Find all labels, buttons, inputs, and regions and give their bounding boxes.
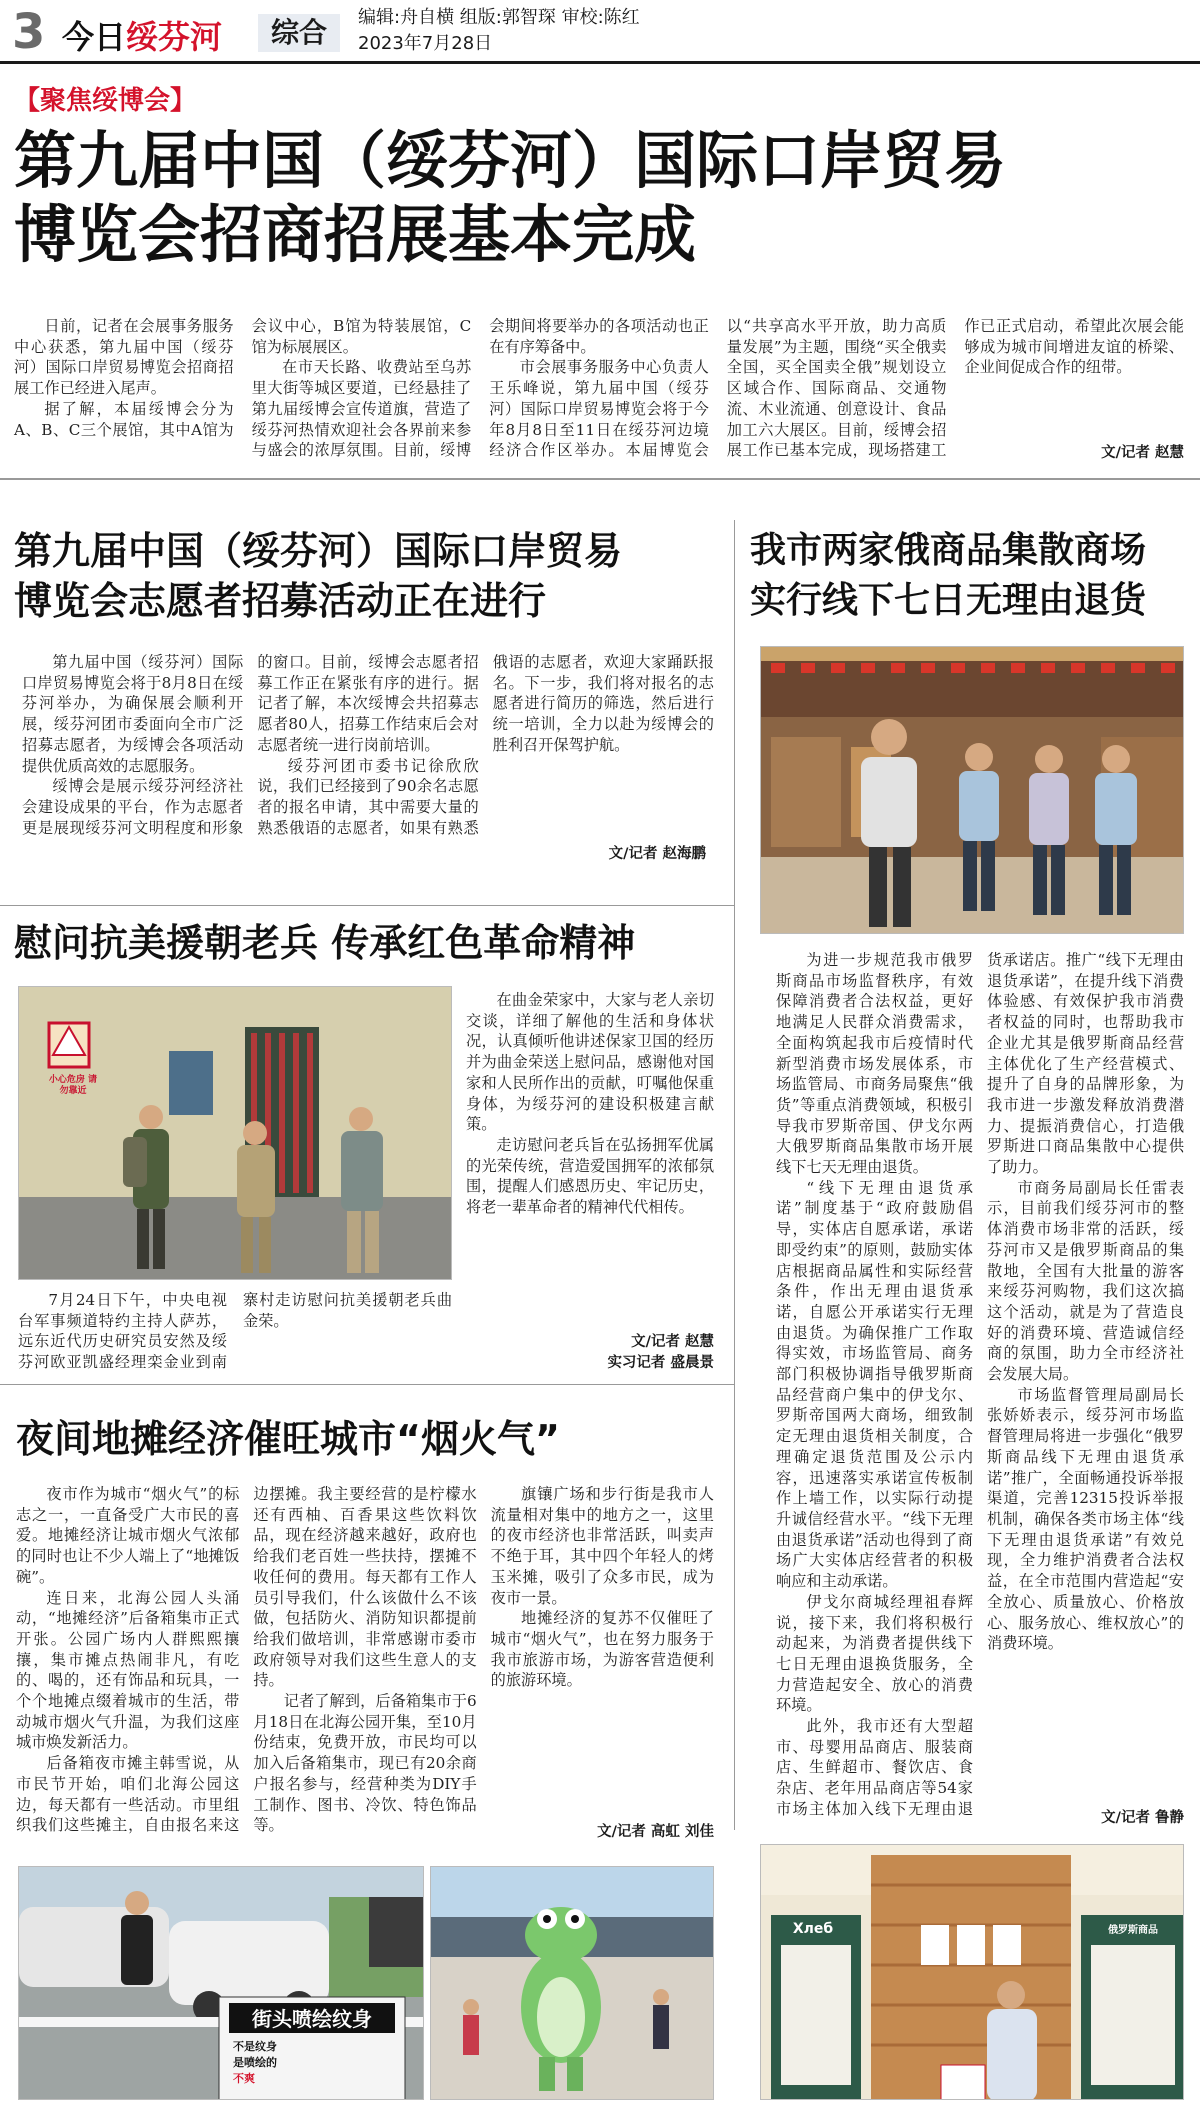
article2-paragraph: 绥芬河团市委书记徐欣欣说，我们已经接到了90余名志愿者的报名申请，其中需要大量的熟悉俄语的志愿者，如果有熟悉俄语的志愿者，欢迎大家踊跃报名。下一步，我们将对报名的志愿者进行简历的筛选，然后进行统一培训，全力以赴为绥博会的胜利召开保驾护航。 [257,653,714,837]
article4-paragraph: 在曲金荣家中，大家与老人亲切交谈，详细了解他的生活和身体状况，认真倾听他讲述保家卫国的经历并为曲金荣送上慰问品，感谢他对国家和人民所作出的贡献，叮嘱他保重身体，为绥芬河的建设积极建言献策。 [466,991,714,1134]
article1-paragraph: 日前，记者在会展事务服务中心获悉，第九届中国（绥芬河）国际口岸贸易博览会招商招展工作已经进入尾声。 [14,317,234,398]
article4-byline2: 实习记者 盛晨景 [607,1355,714,1371]
column-divider [734,520,735,1830]
article5-paragraph: 记者了解到，后备箱集市于6月18日在北海公园开集，至10月份结束，免费开放，市民均可以加入后备箱集市，现已有20余商户报名参与，经营种类为DIY手工制作、图书、冷饮、特色饰品等。 [253,1692,477,1835]
article3-title-line1: 我市两家俄商品集散商场 [750,530,1147,571]
article1-paragraph: 据了解，本届绥博会分为A、B、C三个展馆，其中A馆为会议中心，B馆为特装展馆，C馆为标展展区。 [14,317,472,439]
article1-title-line2: 博览会招商招展基本完成 [14,198,697,271]
stall-sub-text-1: 不是纹身 [233,2040,277,2053]
article3-title [750,526,1146,626]
article4-paragraph: 7月24日下午，中央电视台军事频道特约主持人萨苏，远东近代历史研究员安然及绥芬河欧亚凯盛经理栾金业到南寨村走访慰问抗美援朝老兵曲金荣。 [18,1291,452,1372]
article2-title-line2: 博览会志愿者招募活动正在进行 [14,579,547,623]
article4-paragraph: 走访慰问老兵旨在弘扬拥军优属的光荣传统，营造爱国拥军的浓郁氛围，提醒人们感恩历史、牢记历史，将老一辈革命者的精神代代相传。 [466,1135,714,1217]
article3-paragraph: 此外，我市还有大型超市、母婴用品商店、服装商店、生鲜超市、餐饮店、食杂店、老年用品商店等54家市场主体加入线下无理由退货承诺店。推广“线下无理由退货承诺”，在提升线下消费体验感、有效保护我市消费者权益的同时，也帮助我市企业尤其是俄罗斯商品经营主体优化了生产经营模式、提升了自身的品牌形象，为我市进一步激发释放消费潜力、提振消费信心，打造俄罗斯进口商品集散中心提供了助力。 [776,951,1184,1818]
article5-paragraph: 夜市作为城市“烟火气”的标志之一，一直备受广大市民的喜爱。地摊经济让城市烟火气浓郁的同时也让不少人端上了“地摊饭碗”。 [16,1485,240,1586]
publication-date: 2023年7月28日 [358,33,493,54]
night-market-stall-photo [18,1866,424,2100]
article1-title [14,124,1006,272]
veteran-visit-photo [18,986,452,1280]
warning-sign-text: 小心危房 请勿靠近 [48,1075,98,1096]
paper-name-black: 今日 [62,18,127,56]
paper-name-red: 绥芬河 [126,18,223,56]
article3-byline: 文/记者 鲁静 [1101,1810,1184,1826]
article2-paragraph: 绥博会是展示绥芬河经济社会建设成果的平台，作为志愿者更是展现绥芬河文明程度和形象的窗口。目前，绥博会志愿者招募工作正在紧张有序的进行。据记者了解，本次绥博会共招募志愿者80人，招募工作结束后会对志愿者统一进行岗前培训。 [22,653,479,837]
stall-sub-text-3: 不爽 [233,2072,255,2085]
stall-sub-text [233,2039,393,2087]
article1-byline: 文/记者 赵慧 [1101,445,1184,461]
article4-body-left [18,1290,452,1374]
stall-sub-text-2: 是喷绘的 [233,2056,277,2069]
article5-byline: 文/记者 高虹 刘佳 [597,1824,714,1840]
article5-paragraph: 连日来，北海公园人头涌动，“地摊经济”后备箱集市正式开张。公园广场内人群熙熙攘攘，集市摊点热闹非凡，有吃的、喝的，还有饰品和玩具，一个个地摊点缀着城市的生活，带动城市烟火气升温，为我们这座城市焕发新活力。 [16,1588,240,1752]
article2-byline: 文/记者 赵海鹏 [608,846,706,862]
article5-paragraph: 地摊经济的复苏不仅催旺了城市“烟火气”，也在努力服务于我市旅游市场，为游客营造便利的旅游环境。 [490,1609,714,1690]
article3-body [776,950,1184,1820]
stall-banner-text: 街头喷绘纹身 [252,2007,372,2031]
article5-body [16,1484,714,1846]
article2-title [14,526,622,626]
article1-paragraph: 在市天长路、收费站至乌苏里大街等城区要道，已经悬挂了第九届绥博会宣传道旗，营造了绥芬河热情欢迎社会各界前来参与盛会的浓厚氛围。目前，绥博会期间将要举办的各项活动也正在有序筹备中。 [251,317,709,460]
article2-title-line1: 第九届中国（绥芬河）国际口岸贸易 [14,529,623,573]
article3-title-line2: 实行线下七日无理由退货 [750,580,1147,621]
article4-title: 慰问抗美援朝老兵 传承红色革命精神 [14,921,636,965]
article3-paragraph: 伊戈尔商城经理祖春辉说，接下来，我们将积极行动起来，为消费者提供线下七日无理由退换货服务，全力营造起安全、放心的消费环境。 [776,1592,973,1715]
store-inspection-photo [760,646,1184,934]
article5-title: 夜间地摊经济催旺城市“烟火气” [16,1417,560,1461]
notice-board-text: 俄罗斯商品 [1108,1925,1158,1936]
article3-paragraph: “线下无理由退货承诺”制度基于“政府鼓励倡导，实体店自愿承诺，承诺即受约束”的原则，鼓励实体店根据商品属性和实际经营条件，作出无理由退货承诺，自愿公开承诺实行无理由退货。为确保推广工作取得实效，市场监管局、商务部门积极协调指导俄罗斯商品经营商户集中的伊戈尔、罗斯帝国两大商场，细致制定无理由退货相关制度，合理确定退货范围及公示内容，迅速落实承诺宣传板制作上墙工作，以实际行动提升诚信经营水平。“线下无理由退货承诺”活动也得到了商场广大实体店经营者的积极响应和主动承诺。 [776,1178,973,1591]
article1-paragraph: 市会展事务服务中心负责人王乐峰说，第九届中国（绥芬河）国际口岸贸易博览会将于今年8月8日至11日在绥芬河边境经济合作区举办。本届博览会以“共享高水平开放，助力高质量发展”为主题，围绕“买全俄卖全国，买全国卖全俄”规划设立区域合作、国际商品、交通物流、木业流通、创意设计、食品加工六大展区。目前，绥博会招展工作已基本完成，现场搭建工作已正式启动，希望此次展会能够成为城市间增进友谊的桥梁、企业间促成合作的纽带。 [489,317,1184,460]
article3-paragraph: 为进一步规范我市俄罗斯商品市场监督秩序，有效保障消费者合法权益，更好地满足人民群众消费需求，全面构筑起我市后疫情时代新型消费市场发展体系，市场监管局、市商务局聚焦“俄货”等重点消费领域，积极引导我市罗斯帝国、伊戈尔两大俄罗斯商品集散市场开展线下七天无理由退货。 [776,951,973,1177]
article3-paragraph: 市场监督管理局副局长张娇娇表示，绥芬河市场监督管理局将进一步强化“俄罗斯商品线下无理由退货承诺”推广，全面畅通投诉举报渠道，完善12315投诉举报机制，确保各类市场主体“线下无理由退货承诺”有效兑现，全力维护消费者合法权益，在全市范围内营造起“安全放心、质量放心、价格放心、服务放心、维权放心”的消费环境。 [987,1385,1184,1653]
page-number: 3 [12,4,46,60]
article5-paragraph: 旗镶广场和步行街是我市人流量相对集中的地方之一，这里的夜市经济也非常活跃，叫卖声不绝于耳，其中四个年轻人的烤玉米摊，吸引了众多市民，成为夜市一景。 [490,1485,714,1607]
article4-byline1: 文/记者 赵慧 [631,1334,714,1350]
mascot-illustration [431,1867,714,2100]
return-policy-notice-illustration [761,1845,1184,2100]
masthead [0,0,1200,64]
article2-paragraph: 第九届中国（绥芬河）国际口岸贸易博览会将于8月8日在绥芬河举办，为确保展会顺利开展，绥芬河团市委面向全市广泛招募志愿者，为绥博会各项活动提供优质高效的志愿服务。 [22,653,244,775]
section-divider [0,905,734,906]
store-inspection-illustration [761,647,1184,934]
section-divider [0,1384,734,1385]
article2-body [22,652,714,858]
article1-tag: 【聚焦绥博会】 [14,86,197,116]
article1-title-line1: 第九届中国（绥芬河）国际口岸贸易 [14,124,1007,197]
article5-paragraph: 后备箱夜市摊主韩雪说，从市民节开始，咱们北海公园这边，每天都有一些活动。市里组织我们这些摊主，自由报名来这边摆摊。我主要经营的是柠檬水还有西柚、百香果这些饮料饮品，现在经济越来越好，政府也给我们老百姓一些扶持，摆摊不收任何的费用。每天都有工作人员引导我们，什么该做什么不该做，包括防火、消防知识都提前给我们做培训，非常感谢市委市政府领导对我们这些生意人的支持。 [16,1485,477,1835]
paper-name [62,12,222,58]
shop-sign-text: Хлеб [792,1921,834,1937]
veteran-visit-illustration [19,987,452,1280]
section-divider [0,478,1200,480]
editors-line: 编辑:舟自横 组版:郭智琛 审校:陈红 [358,7,640,28]
return-policy-notice-photo [760,1844,1184,2100]
mascot-photo [430,1866,714,2100]
article4-body-right [466,990,714,1338]
article3-paragraph: 市商务局副局长任雷表示，目前我们绥芬河市的整体消费市场非常的活跃，绥芬河市又是俄罗斯商品的集散地，全国有大批量的游客来绥芬河购物，我们这次搞这个活动，就是为了营造良好的消费环境、营造诚信经商的氛围，助力全市经济社会发展大局。 [987,1178,1184,1384]
section-name: 综合 [258,14,340,52]
